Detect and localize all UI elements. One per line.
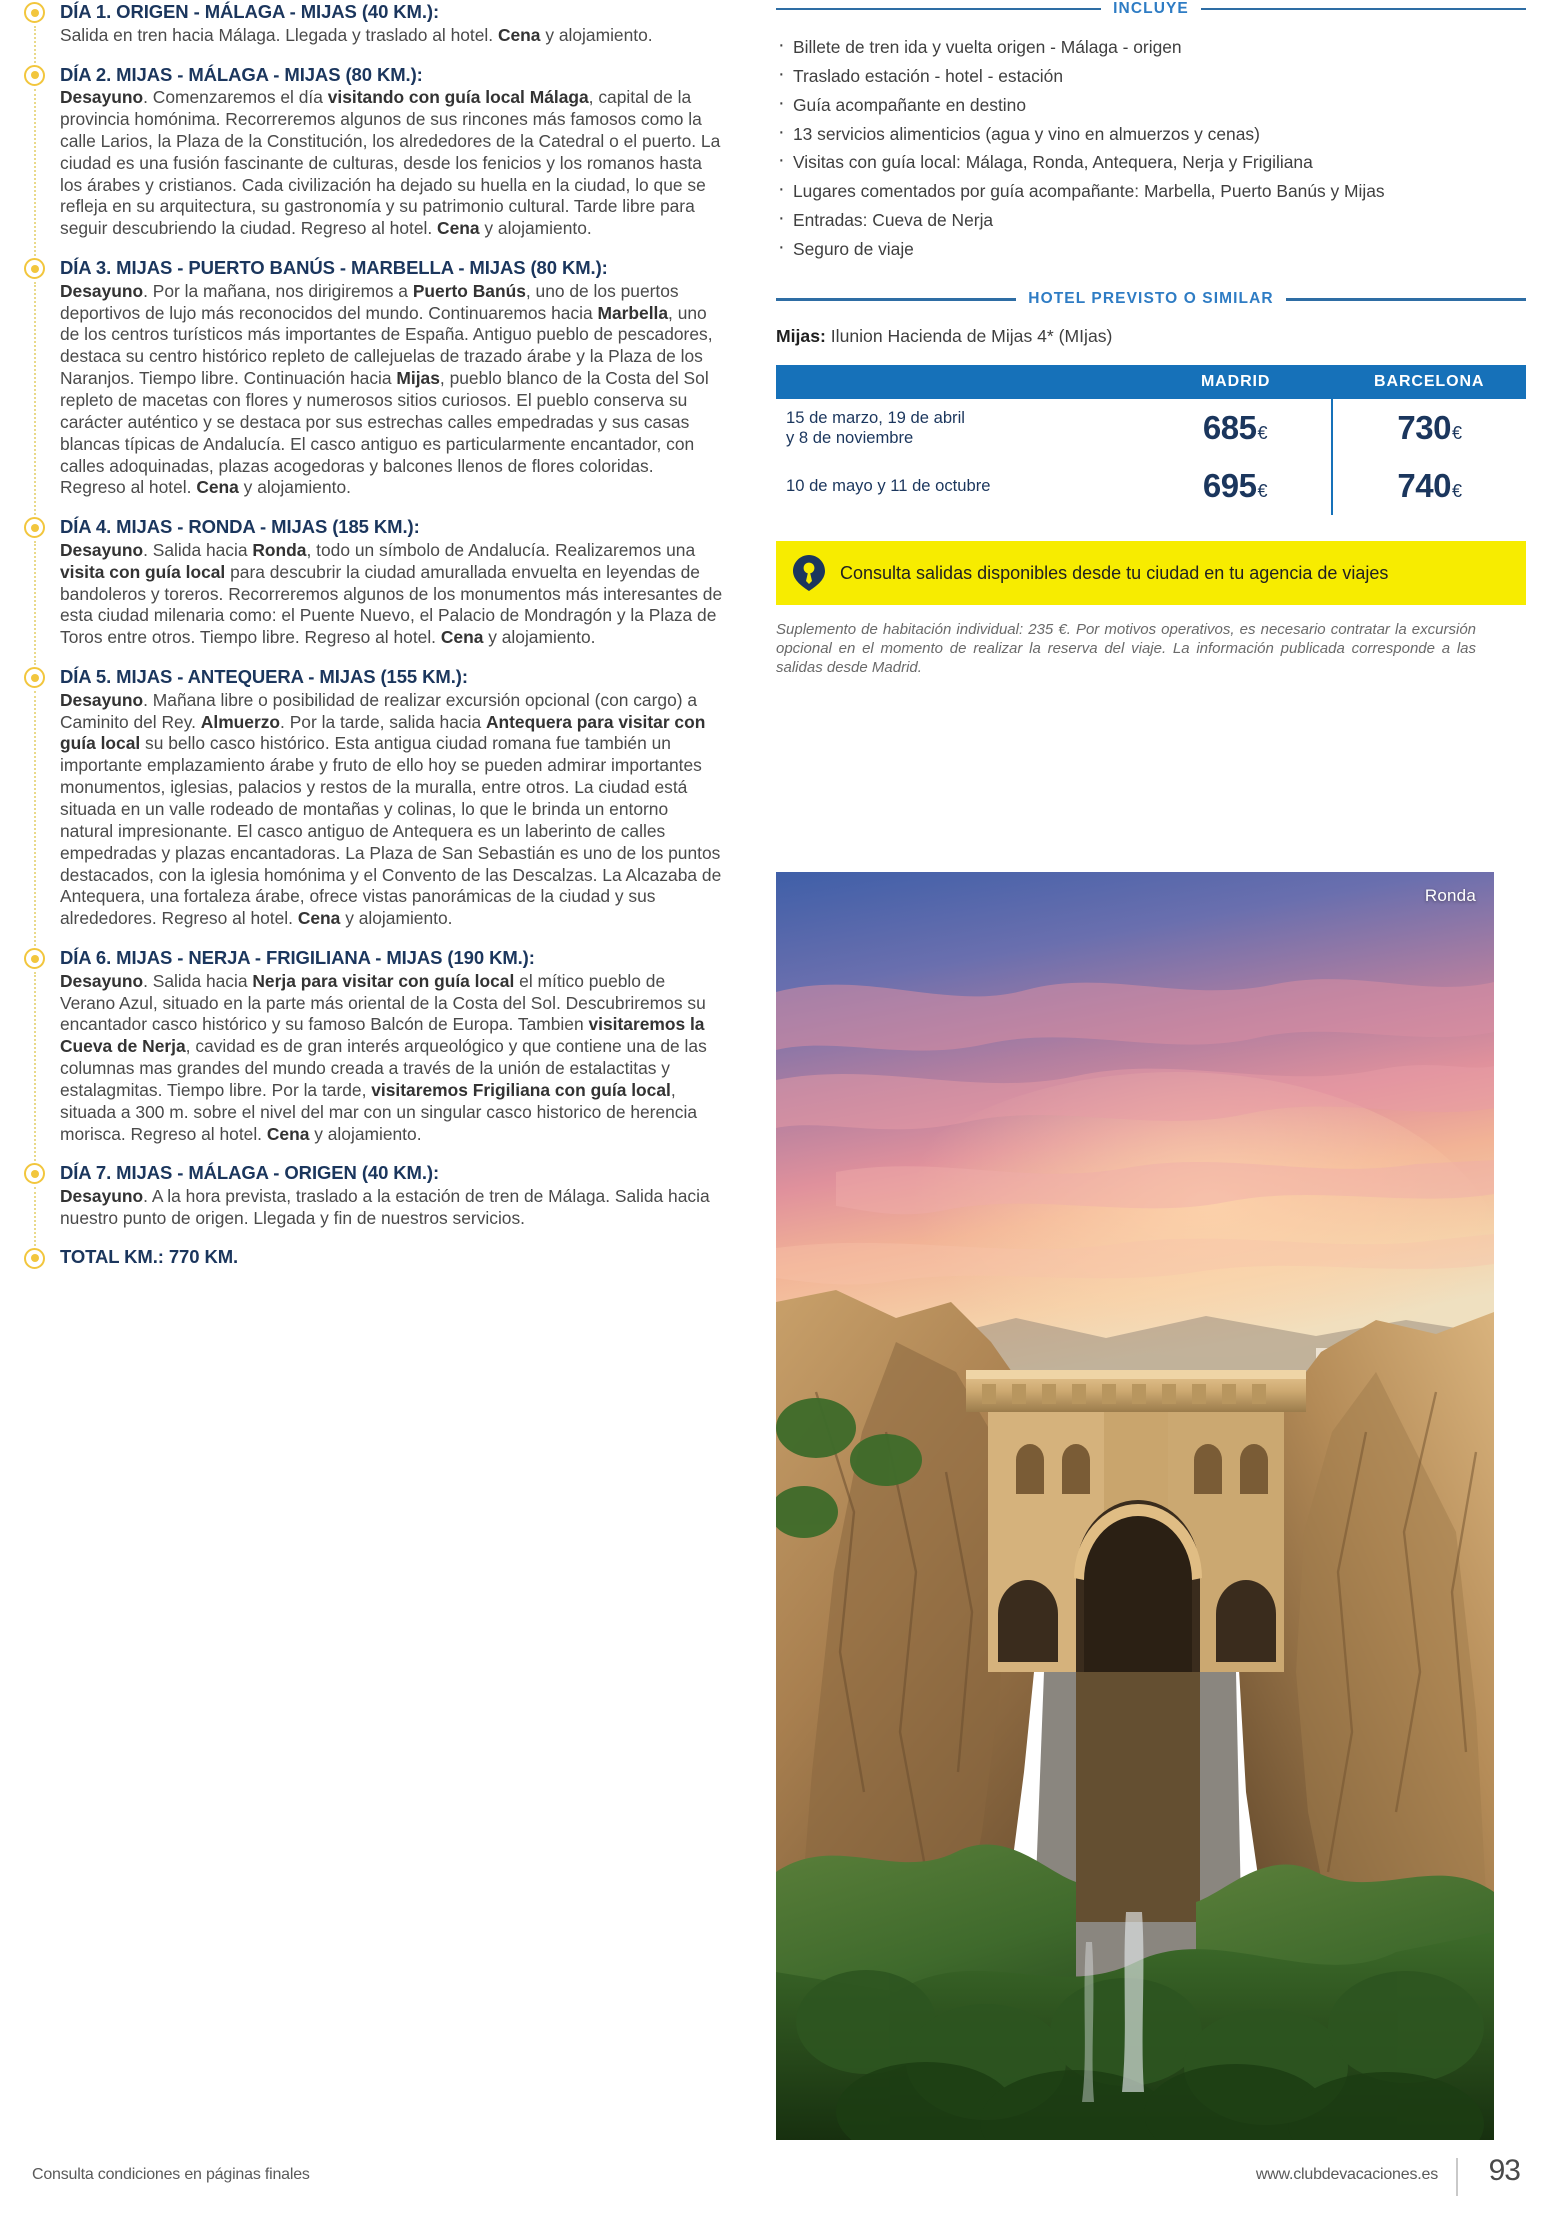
col-header-madrid: MADRID: [1139, 365, 1333, 399]
day-title: DÍA 1. ORIGEN - MÁLAGA - MIJAS (40 KM.):: [60, 1, 440, 22]
header-rule-right: [1286, 298, 1526, 301]
itinerary-column: [24, 0, 724, 2060]
day-bullet-icon: [24, 65, 45, 86]
info-column: [776, 0, 1526, 678]
day-bullet-icon: [24, 948, 45, 969]
destination-photo: [776, 872, 1494, 2140]
row-dates: 15 de marzo, 19 de abril y 8 de noviembre: [786, 408, 965, 448]
hotel-section-header: [776, 290, 1526, 308]
hotel-name: Ilunion Hacienda de Mijas 4* (MIjas): [830, 326, 1113, 347]
footer-divider: [1456, 2158, 1458, 2196]
timeline-dotted-connector: [34, 89, 36, 257]
currency-symbol: €: [1451, 423, 1462, 444]
day-title: DÍA 3. MIJAS - PUERTO BANÚS - MARBELLA - MIJAS (80 KM.):: [60, 257, 608, 279]
itinerary-day: [24, 946, 724, 1145]
list-item: · 13 servicios alimenticios (agua y vino en almuerzos y cenas): [776, 123, 1526, 145]
header-rule-left: [776, 8, 1101, 11]
fineprint-note: Suplemento de habitación individual: 235 €. Por motivos operativos, es necesario contratar la excursión opcional en el momento de realizar la reserva del viaje. La información publicada corresponde a las salidas desde Madrid.: [776, 621, 1476, 676]
timeline-dotted-connector: [34, 282, 36, 515]
hotel-entry: [776, 326, 1526, 347]
day-description: Desayuno. Salida hacia Ronda, todo un símbolo de Andalucía. Realizaremos una visita con guía local para descubrir la ciudad amurallada envuelta en leyendas de bandoleros y toreros. Recorreremos algunos de los monumentos más interesantes de esta ciudad milenaria como: el Puente Nuevo, el Palacio de Mondragón y la Plaza de Toros entre otros. Tiempo libre. Regreso al hotel. Cena y alojamiento.: [60, 539, 723, 648]
banner-text: Consulta salidas disponibles desde tu ciudad en tu agencia de viajes: [840, 562, 1389, 583]
day-description: Desayuno. Mañana libre o posibilidad de realizar excursión opcional (con cargo) a Caminito del Rey. Almuerzo. Por la tarde, salida hacia Antequera para visitar con guía local su bello casco histórico. Esta antigua ciudad romana fue también un importante emplazamiento árabe y fruto de ello hoy se pueden admirar importantes monumentos, iglesias, palacios y restos de la muralla, entre otros. La ciudad está situada en un valle rodeado de montañas y colinas, lo que le brinda un entorno natural impresionante. El casco antiguo de Antequera es un laberinto de calles empedradas y plazas encantadoras. La Plaza de San Sebastián es uno de los puntos destacados, con la iglesia homónima y el Convento de las Descalzas. La Alcazaba de Antequera, una fortaleza árabe, ofrece vistas panorámicas de la ciudad y sus alrededores. Regreso al hotel. Cena y alojamiento.: [60, 689, 722, 929]
total-km-bullet-icon: [24, 1248, 45, 1269]
header-rule-right: [1201, 8, 1526, 11]
price-amount: 740: [1397, 467, 1451, 505]
list-item: · Seguro de viaje: [776, 238, 1526, 260]
footer-conditions-note: Consulta condiciones en páginas finales: [32, 2166, 310, 2183]
price-amount: 730: [1397, 409, 1451, 447]
day-description: Desayuno. Comenzaremos el día visitando con guía local Málaga, capital de la provincia homónima. Recorreremos algunos de sus rincones más famosos como la calle Larios, la Plaza de la Constitución, los alrededores de la Catedral o el puerto. La ciudad es una fusión fascinante de culturas, desde los fenicios y los romanos hasta los árabes y cristianos. Cada civilización ha dejado su huella en la ciudad, lo que se refleja en su arquitectura, su gastronomía y su patrimonio cultural. Tarde libre para seguir descubriendo la ciudad. Regreso al hotel. Cena y alojamiento.: [60, 87, 721, 239]
includes-section-header: [776, 0, 1526, 18]
price-table: [776, 365, 1526, 515]
day-title: DÍA 2. MIJAS - MÁLAGA - MIJAS (80 KM.):: [60, 63, 423, 85]
day-title: DÍA 5. MIJAS - ANTEQUERA - MIJAS (155 KM.):: [60, 666, 468, 688]
page-number: 93: [1488, 2154, 1520, 2187]
day-description: Desayuno. A la hora prevista, traslado a la estación de tren de Málaga. Salida hacia nuestro punto de origen. Llegada y fin de nuestros servicios.: [60, 1186, 710, 1228]
itinerary-day: [24, 665, 724, 930]
timeline-dotted-connector: [34, 26, 36, 63]
timeline-dotted-connector: [34, 691, 36, 946]
currency-symbol: €: [1451, 481, 1462, 502]
list-item: · Guía acompañante en destino: [776, 94, 1526, 116]
price-madrid: [1139, 457, 1333, 515]
day-title: DÍA 7. MIJAS - MÁLAGA - ORIGEN (40 KM.):: [60, 1162, 440, 1184]
price-barcelona: [1332, 457, 1526, 515]
timeline-dotted-connector: [34, 972, 36, 1161]
day-description: Salida en tren hacia Málaga. Llegada y traslado al hotel. Cena y alojamiento.: [60, 24, 653, 45]
col-header-barcelona: BARCELONA: [1332, 365, 1526, 399]
price-table-body: [776, 399, 1526, 515]
table-row: [776, 399, 1526, 457]
location-pin-icon: [792, 554, 826, 592]
total-km-label: TOTAL KM.: 770 KM.: [60, 1245, 239, 1267]
hotel-heading: HOTEL PREVISTO O SIMILAR: [1028, 290, 1274, 308]
includes-list: [776, 36, 1526, 260]
itinerary-day: [24, 0, 724, 47]
price-table-head: [776, 365, 1526, 399]
photo-caption: Ronda: [1424, 886, 1476, 905]
price-barcelona: [1332, 399, 1526, 457]
day-bullet-icon: [24, 258, 45, 279]
itinerary-day: [24, 515, 724, 649]
itinerary-day: [24, 256, 724, 499]
timeline-dotted-connector: [34, 1187, 36, 1245]
day-bullet-icon: [24, 667, 45, 688]
day-bullet-icon: [24, 1163, 45, 1184]
day-title: DÍA 6. MIJAS - NERJA - FRIGILIANA - MIJAS (190 KM.):: [60, 947, 535, 969]
col-header-dates: [776, 365, 1139, 399]
list-item: · Visitas con guía local: Málaga, Ronda, Antequera, Nerja y Frigiliana: [776, 151, 1526, 173]
footer-website-url[interactable]: www.clubdevacaciones.es: [1255, 2166, 1438, 2183]
header-rule-left: [776, 298, 1016, 301]
includes-heading: INCLUYE: [1113, 0, 1189, 17]
timeline-dotted-connector: [34, 541, 36, 665]
agency-notice-banner: [776, 541, 1526, 605]
page-footer: [0, 2142, 1550, 2220]
list-item: · Entradas: Cueva de Nerja: [776, 209, 1526, 231]
table-header-row: [776, 365, 1526, 399]
list-item: · Traslado estación - hotel - estación: [776, 65, 1526, 87]
day-bullet-icon: [24, 517, 45, 538]
list-item: · Lugares comentados por guía acompañante: Marbella, Puerto Banús y Mijas: [776, 180, 1526, 202]
photo-illustration: [776, 872, 1494, 2140]
row-dates: 10 de mayo y 11 de octubre: [786, 476, 991, 496]
list-item: · Billete de tren ida y vuelta origen - Málaga - origen: [776, 36, 1526, 58]
itinerary-day: [24, 63, 724, 241]
currency-symbol: €: [1257, 423, 1268, 444]
currency-symbol: €: [1257, 481, 1268, 502]
day-description: Desayuno. Salida hacia Nerja para visitar con guía local el mítico pueblo de Verano Azul, situado en la parte más oriental de la Costa del Sol. Descubriremos su encantador casco histórico y su famoso Balcón de Europa. Tambien visitaremos la Cueva de Nerja, cavidad es de gran interés arqueológico y que contiene una de las columnas mas grandes del mundo creada a través de la unión de estalactitas y estalagmitas. Tiempo libre. Por la tarde, visitaremos Frigiliana con guía local, situada a 300 m. sobre el nivel del mar con un singular casco historico de herencia morisca. Regreso al hotel. Cena y alojamiento.: [60, 970, 707, 1144]
itinerary-day: [24, 1161, 724, 1229]
price-madrid: [1139, 399, 1333, 457]
price-amount: 685: [1202, 409, 1257, 447]
hotel-city-label: Mijas:: [776, 326, 826, 347]
day-bullet-icon: [24, 2, 45, 23]
table-row: [776, 457, 1526, 515]
total-km-row: [24, 1246, 724, 1268]
price-amount: 695: [1202, 467, 1257, 505]
day-title: DÍA 4. MIJAS - RONDA - MIJAS (185 KM.):: [60, 516, 420, 538]
day-description: Desayuno. Por la mañana, nos dirigiremos a Puerto Banús, uno de los puertos deportivos de lujo más reconocidos del mundo. Continuaremos hacia Marbella, uno de los centros turísticos más importantes de España. Antiguo pueblo de pescadores, destaca su centro histórico repleto de callejuelas de trazado árabe y la Plaza de los Naranjos. Tiempo libre. Continuación hacia Mijas, pueblo blanco de la Costa del Sol repleto de macetas con flores y numerosos sitios curiosos. El pueblo conserva su carácter auténtico y se destaca por sus estrechas calles empedradas y sus casas blancas típicas de Andalucía. El casco antiguo es particularmente encantador, con calles adoquinadas, plazas acogedoras y balcones llenos de flores coloridas. Regreso al hotel. Cena y alojamiento.: [60, 280, 713, 498]
